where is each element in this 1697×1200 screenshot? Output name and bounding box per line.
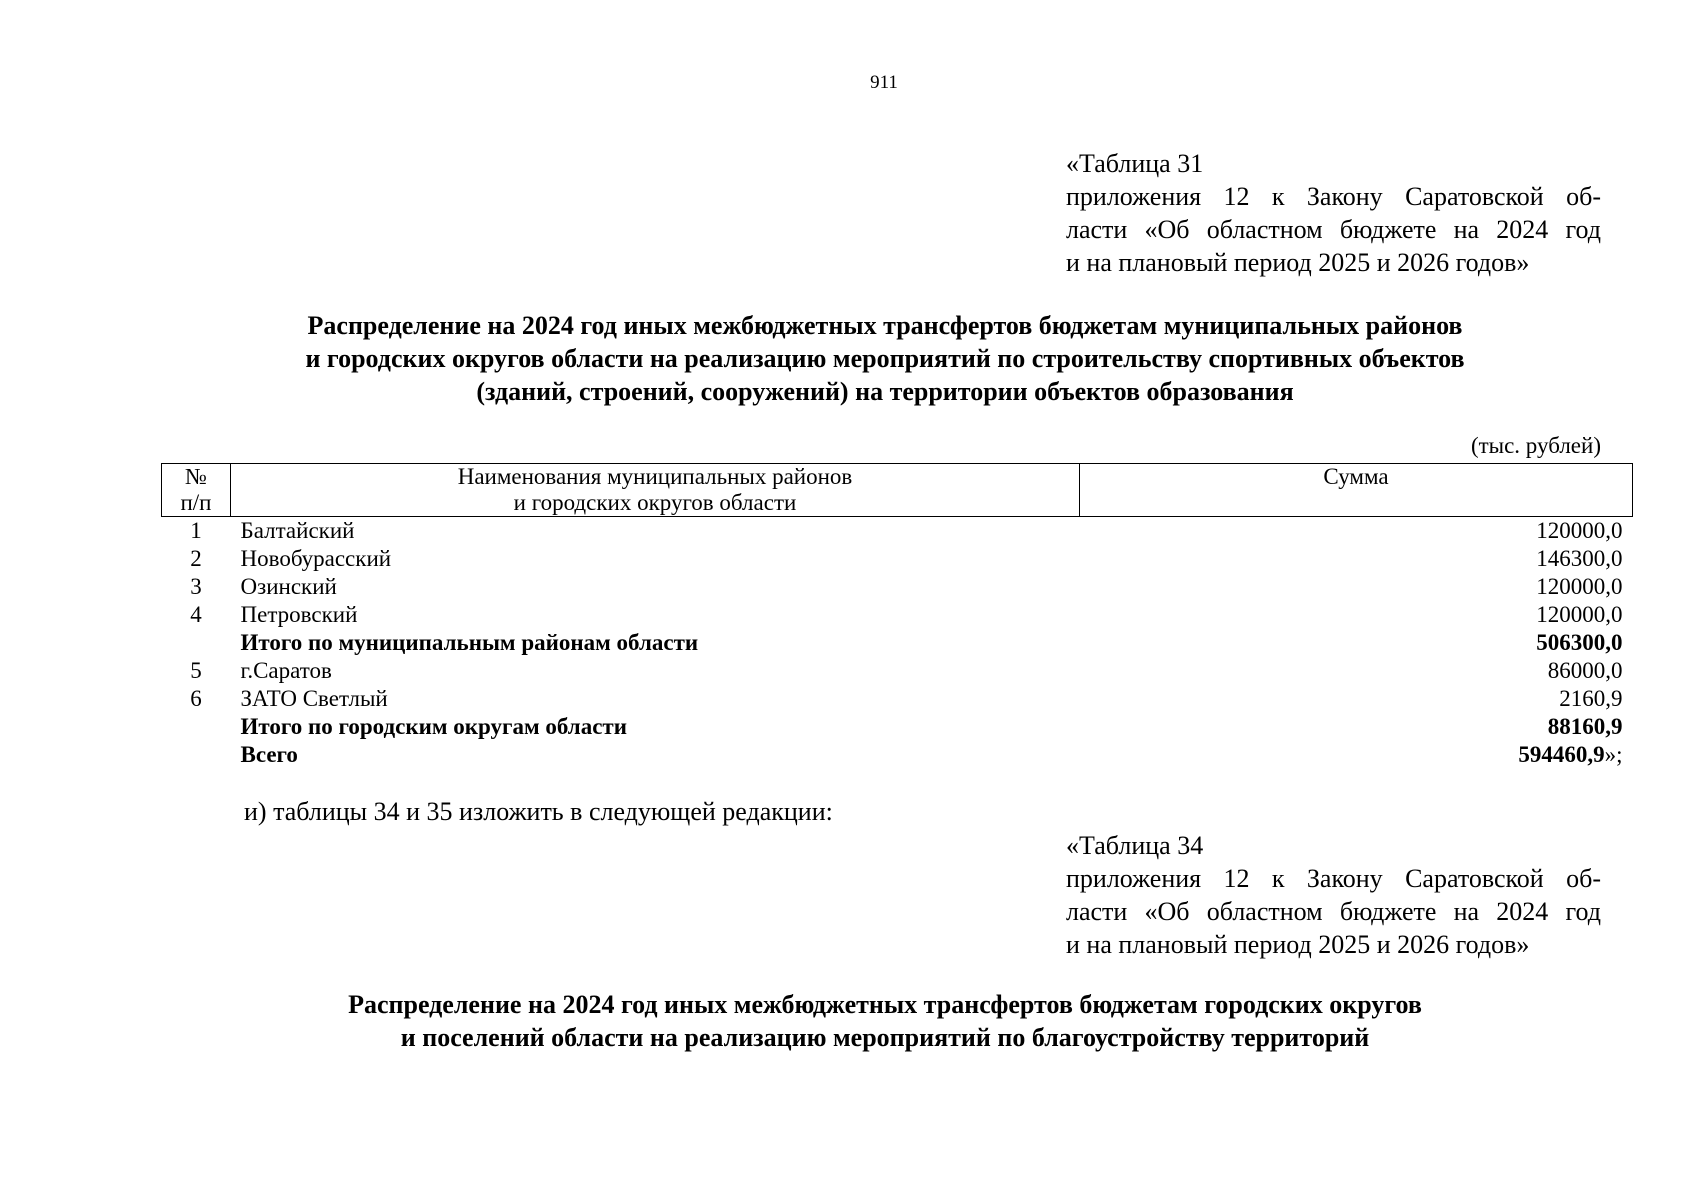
title-line: Распределение на 2024 год иных межбюджетных трансфертов бюджетам городских округов bbox=[348, 990, 1422, 1019]
units-label: (тыс. рублей) bbox=[1470, 433, 1601, 458]
row-sum: 88160,9 bbox=[1547, 714, 1623, 739]
title-line: и городских округов области на реализацию мероприятий по строительству спортивных объектов bbox=[305, 344, 1465, 373]
row-number: 1 bbox=[190, 518, 202, 543]
table-row bbox=[162, 685, 1633, 713]
row-sum: 86000,0 bbox=[1547, 658, 1623, 683]
attachment-line: приложения 12 к Закону Саратовской об- bbox=[1066, 864, 1601, 893]
row-number: 2 bbox=[190, 546, 202, 571]
subtotal-row bbox=[162, 713, 1633, 741]
row-number: 3 bbox=[190, 574, 202, 599]
title-line: Распределение на 2024 год иных межбюджетных трансфертов бюджетам муниципальных районов bbox=[307, 311, 1463, 340]
table-31-title bbox=[140, 309, 1630, 408]
row-number bbox=[162, 713, 231, 741]
row-name: г.Саратов bbox=[240, 658, 332, 683]
attachment-line: ласти «Об областном бюджете на 2024 год bbox=[1066, 897, 1601, 926]
total-sum-value: 594460,9 bbox=[1518, 742, 1605, 767]
header-number-line: п/п bbox=[180, 490, 212, 515]
header-name-line: и городских округов области bbox=[513, 490, 797, 515]
row-sum: 120000,0 bbox=[1536, 602, 1623, 627]
subtotal-row bbox=[162, 629, 1633, 657]
header-number-line: № bbox=[185, 464, 207, 489]
total-row bbox=[162, 741, 1633, 769]
row-sum: 506300,0 bbox=[1536, 630, 1623, 655]
row-number: 4 bbox=[190, 602, 202, 627]
header-sum bbox=[1080, 464, 1633, 517]
table-header-row bbox=[162, 464, 1633, 517]
title-line: (зданий, строений, сооружений) на территории объектов образования bbox=[476, 377, 1294, 406]
header-number bbox=[162, 464, 231, 517]
row-name: Озинский bbox=[240, 574, 337, 599]
row-name: Всего bbox=[240, 742, 298, 767]
row-number bbox=[162, 629, 231, 657]
header-name bbox=[231, 464, 1080, 517]
attachment-line: приложения 12 к Закону Саратовской об- bbox=[1066, 182, 1601, 211]
row-name: Новобурасский bbox=[240, 546, 392, 571]
row-name: ЗАТО Светлый bbox=[240, 686, 388, 711]
table-row bbox=[162, 517, 1633, 546]
attachment-line: «Таблица 31 bbox=[1066, 149, 1204, 178]
row-sum: 146300,0 bbox=[1536, 546, 1623, 571]
attachment-line: «Таблица 34 bbox=[1066, 831, 1204, 860]
attachment-line: и на плановый период 2025 и 2026 годов» bbox=[1066, 248, 1530, 277]
table-row bbox=[162, 601, 1633, 629]
row-name: Итого по муниципальным районам области bbox=[240, 630, 699, 655]
row-sum: 120000,0 bbox=[1536, 574, 1623, 599]
row-name: Итого по городским округам области bbox=[240, 714, 627, 739]
header-name-line: Наименования муниципальных районов bbox=[457, 464, 853, 489]
row-sum bbox=[1080, 741, 1633, 769]
row-number: 5 bbox=[190, 658, 202, 683]
row-number: 6 bbox=[190, 686, 202, 711]
budget-table bbox=[161, 463, 1633, 769]
table-34-attachment-note bbox=[1066, 829, 1601, 961]
attachment-line: и на плановый период 2025 и 2026 годов» bbox=[1066, 930, 1530, 959]
title-line: и поселений области на реализацию мероприятий по благоустройству территорий bbox=[400, 1023, 1370, 1052]
attachment-line: ласти «Об областном бюджете на 2024 год bbox=[1066, 215, 1601, 244]
header-sum-label: Сумма bbox=[1323, 464, 1389, 489]
row-sum: 2160,9 bbox=[1559, 686, 1623, 711]
page-number: 911 bbox=[870, 72, 898, 93]
row-name: Балтайский bbox=[240, 518, 355, 543]
row-number bbox=[162, 741, 231, 769]
table-31-attachment-note bbox=[1066, 147, 1601, 279]
closing-quote: »; bbox=[1604, 742, 1623, 767]
table-34-title bbox=[140, 988, 1630, 1054]
row-name: Петровский bbox=[240, 602, 358, 627]
table-row bbox=[162, 573, 1633, 601]
table-row bbox=[162, 657, 1633, 685]
row-sum: 120000,0 bbox=[1536, 518, 1623, 543]
instruction-text: и) таблицы 34 и 35 изложить в следующей редакции: bbox=[244, 797, 833, 826]
table-row bbox=[162, 545, 1633, 573]
